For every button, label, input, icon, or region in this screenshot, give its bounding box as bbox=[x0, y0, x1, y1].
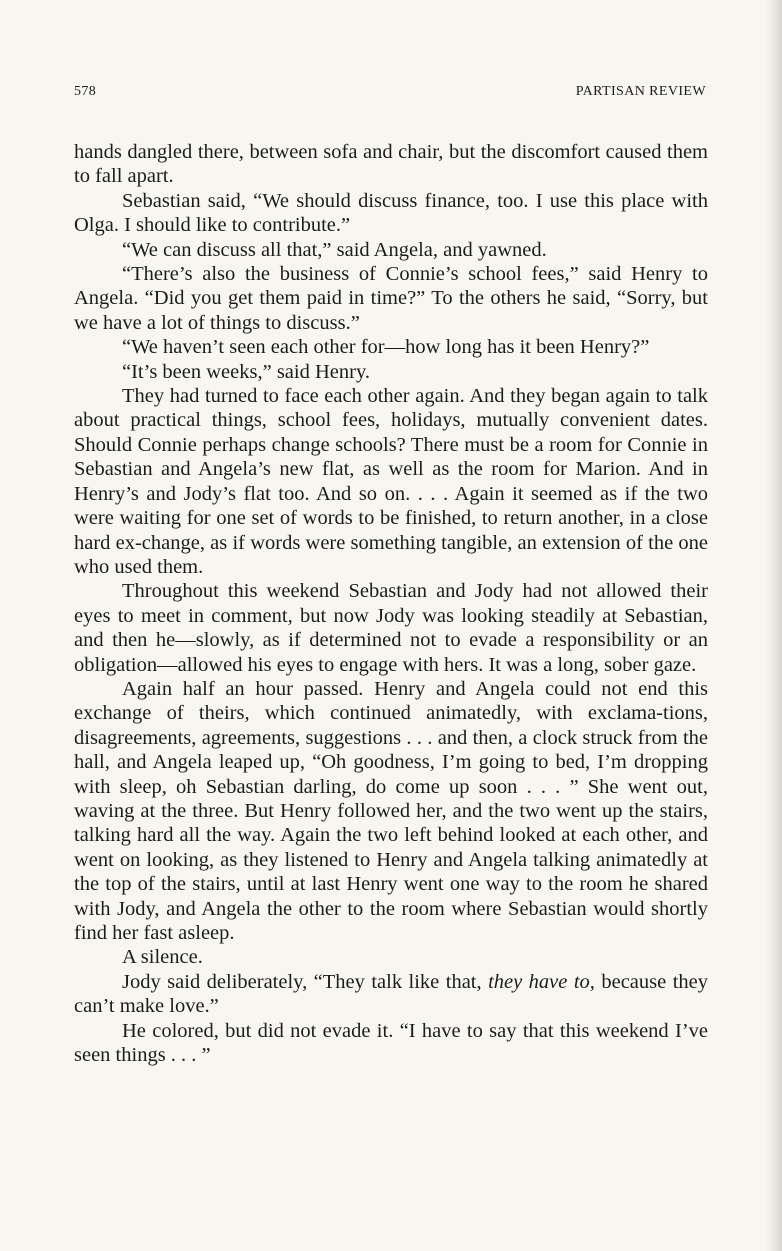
paragraph-text: because they can’t make love.” bbox=[74, 970, 708, 1018]
page-number: 578 bbox=[74, 84, 97, 99]
paragraph-text: Jody said deliberately, “They talk like that, bbox=[122, 970, 489, 993]
paragraph: They had turned to face each other again. And they began again to talk about practical things, school fees, holidays, mutually convenient dates. Should Connie perhaps change schools? There must be a room for Connie in Sebastian and Angela’s new flat, as well as the room for Marion. And in Henry’s and Jody’s flat too. And so on. . . . Again it seemed as if the two were waiting for one set of words to be finished, to return another, in a close hard ex-change, as if words were something tangible, an extension of the one who used them. bbox=[74, 385, 708, 578]
emphasized-text: they have to, bbox=[488, 970, 595, 993]
page-edge-shadow bbox=[766, 0, 782, 1251]
paragraph: “We can discuss all that,” said Angela, and yawned. bbox=[122, 238, 547, 261]
paragraph: “We haven’t seen each other for—how long has it been Henry?” bbox=[122, 336, 650, 359]
article-text bbox=[74, 140, 708, 1067]
paragraph: He colored, but did not evade it. “I have to say that this weekend I’ve seen things . . . ” bbox=[74, 1019, 708, 1067]
paragraph: Sebastian said, “We should discuss finance, too. I use this place with Olga. I should like to contribute.” bbox=[74, 189, 708, 237]
running-head bbox=[74, 84, 706, 104]
paragraph: hands dangled there, between sofa and chair, but the discomfort caused them to fall apart. bbox=[74, 141, 708, 188]
paragraph: A silence. bbox=[122, 946, 203, 969]
paragraph: Throughout this weekend Sebastian and Jody had not allowed their eyes to meet in comment, but now Jody was looking steadily at Sebastian, and then he—slowly, as if determined not to evade a responsibility or an obligation—allowed his eyes to engage with hers. It was a long, sober gaze. bbox=[74, 580, 708, 676]
paragraph: “It’s been weeks,” said Henry. bbox=[122, 360, 370, 383]
journal-title: PARTISAN REVIEW bbox=[575, 84, 706, 99]
paragraph: “There’s also the business of Connie’s school fees,” said Henry to Angela. “Did you get them paid in time?” To the others he said, “Sorry, but we have a lot of things to discuss.” bbox=[74, 263, 708, 334]
paragraph-with-emphasis bbox=[74, 970, 708, 1019]
paragraph: Again half an hour passed. Henry and Angela could not end this exchange of theirs, which continued animatedly, with exclama-tions, disagreements, agreements, suggestions . . . and then, a clock struck from the hall, and Angela leaped up, “Oh goodness, I’m going to bed, I’m dropping with sleep, oh Sebastian darling, do come up soon . . . ” She went out, waving at the three. But Henry followed her, and the two went up the stairs, talking hard all the way. Again the two left behind looked at each other, and went on looking, as they listened to Henry and Angela talking animatedly at the top of the stairs, until at last Henry went one way to the room he shared with Jody, and Angela the other to the room where Sebastian would shortly find her fast asleep. bbox=[74, 677, 708, 944]
